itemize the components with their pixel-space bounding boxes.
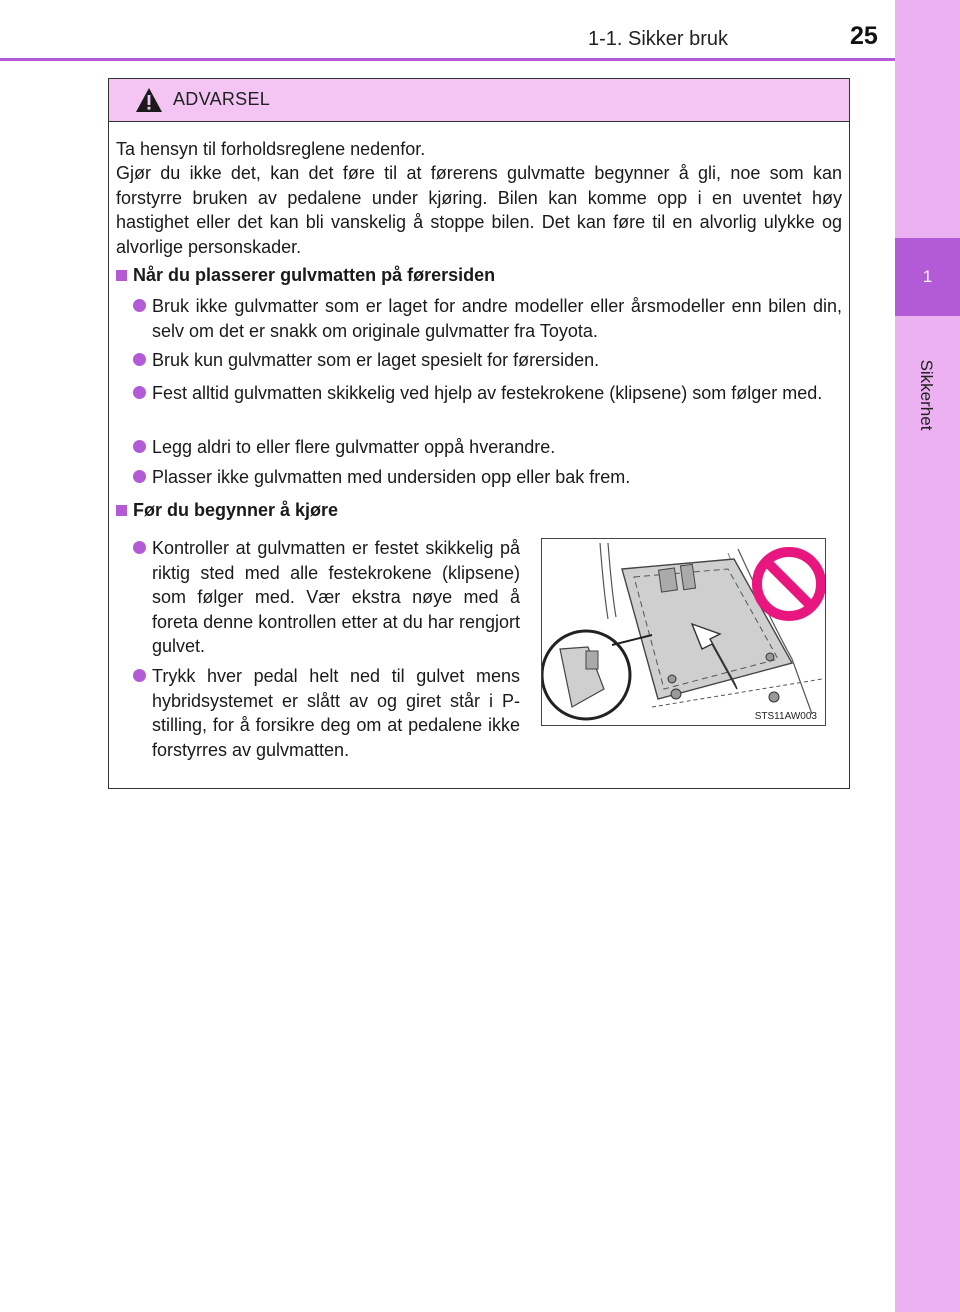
list-item: Kontroller at gulvmatten er festet skikkelig på riktig sted med alle festekrokene (klipsene) som følger med. Vær ekstra nøye med å foreta denne kontrollen etter at du har rengjort gulvet. [152,538,520,656]
warning-intro-paragraph: Gjør du ikke det, kan det føre til at førerens gulvmatte begynner å gli, noe som kan forstyrre bruken av pedalene under kjøring. Bilen kan komme opp i en uventet høy hastighet eller det kan bli vanskelig å stoppe bilen. Det kan føre til en alvorlig ulykke og alvorlige personskader. [116,163,842,257]
floor-mat-illustration [541,538,826,726]
list-item: Trykk hver pedal helt ned til gulvet mens hybridsystemet er slått av og giret står i P-stilling, for å forsikre deg om at pedalene ikke forstyrres av gulvmatten. [152,666,520,760]
bullet-dot [133,386,146,399]
list-item: Fest alltid gulvmatten skikkelig ved hjelp av festekrokene (klipsene) som følger med. [152,383,823,403]
header-rule [0,58,895,61]
chapter-number-tab[interactable]: 1 [895,238,960,316]
warning-title: ADVARSEL [173,89,271,109]
section-title: 1-1. Sikker bruk [588,28,729,50]
bullet-dot [133,541,146,554]
bullet-dot [133,299,146,312]
warning-triangle-icon [135,87,163,113]
illustration-code: STS11AW003 [754,711,817,722]
list-item: Bruk ikke gulvmatter som er laget for andre modeller eller årsmodeller enn bilen din, selv om det er snakk om originale gulvmatter fra Toyota. [152,296,842,341]
chapter-label [906,320,946,470]
floor-mat-drawing [542,539,826,726]
section-heading-driver-side: Når du plasserer gulvmatten på førersiden [133,265,496,285]
side-tab-strip [895,0,960,1312]
page-number: 25 [850,22,878,50]
bullet-dot [133,353,146,366]
list-item: Bruk kun gulvmatter som er laget spesielt for førersiden. [152,350,600,370]
bullet-dot [133,669,146,682]
section-bullet-square [116,270,127,281]
chapter-label-text: Sikkerhet [917,359,936,431]
section-heading-before-driving: Før du begynner å kjøre [133,500,339,520]
list-item: Legg aldri to eller flere gulvmatter oppå hverandre. [152,437,556,457]
prohibited-icon [757,552,821,616]
warning-header [109,79,849,122]
bullet-dot [133,440,146,453]
list-item: Plasser ikke gulvmatten med undersiden opp eller bak frem. [152,467,631,487]
section-bullet-square [116,505,127,516]
bullet-dot [133,470,146,483]
warning-intro-line-1: Ta hensyn til forholdsreglene nedenfor. [116,139,426,159]
